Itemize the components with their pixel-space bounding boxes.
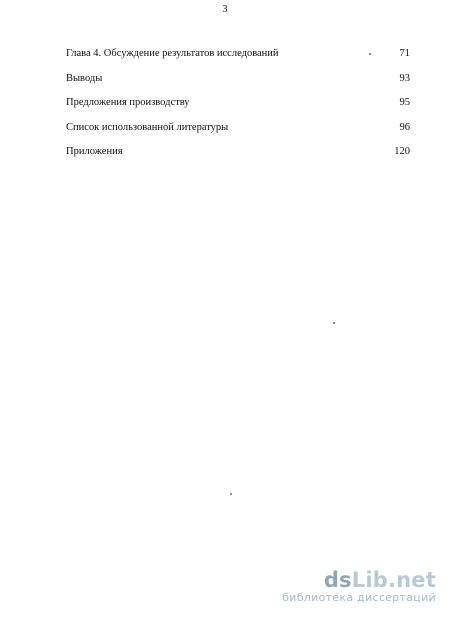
scan-speck: [333, 322, 335, 324]
toc-entry-title: Выводы: [66, 72, 103, 84]
scan-speck: [369, 53, 371, 55]
toc-entry-title: Приложения: [66, 146, 123, 157]
toc-entry: [66, 140, 410, 165]
toc-entry: [66, 91, 410, 116]
toc-entry-title: Предложения производству: [66, 97, 190, 108]
toc-entry: [66, 42, 410, 67]
watermark-logo-prefix: ds: [323, 568, 352, 592]
watermark-tagline: библиотека диссертаций: [282, 591, 436, 604]
toc-entry-page: 96: [399, 121, 410, 133]
table-of-contents: [66, 42, 410, 165]
toc-entry-title: Глава 4. Обсуждение результатов исследований: [66, 48, 279, 59]
toc-entry-title: Список использованной литературы: [66, 121, 229, 133]
page-number: 3: [222, 4, 228, 15]
scan-speck: [230, 493, 232, 495]
toc-entry-page: 120: [394, 146, 410, 157]
toc-entry-page: 71: [399, 48, 410, 59]
toc-entry-page: 93: [399, 72, 410, 84]
watermark-logo-suffix: Lib.net: [351, 568, 436, 592]
watermark-logo: [282, 569, 436, 591]
toc-entry: [66, 67, 410, 92]
watermark: [282, 569, 436, 605]
toc-entry: [66, 116, 410, 141]
toc-entry-page: 95: [399, 97, 410, 108]
